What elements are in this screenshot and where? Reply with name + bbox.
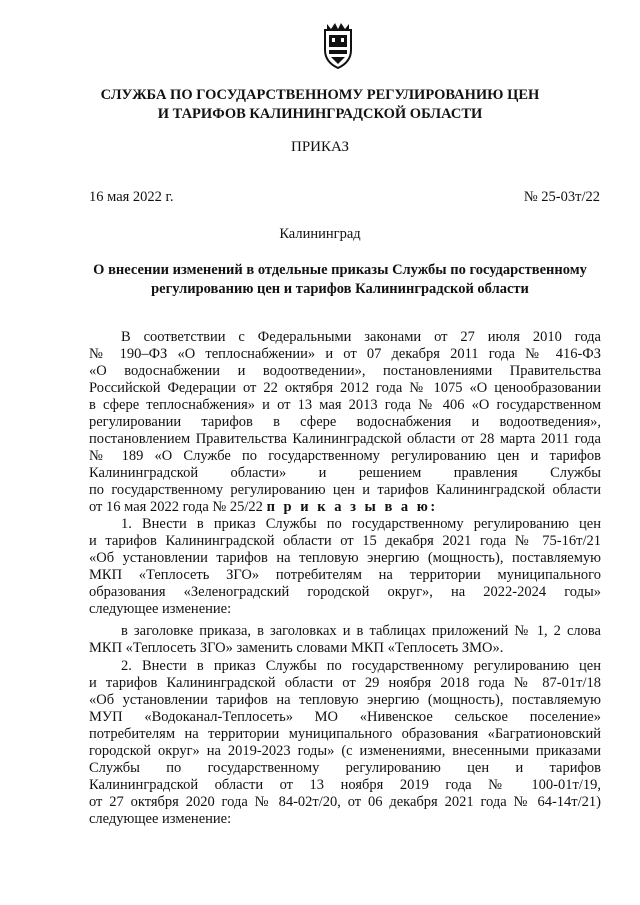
body-line: № 189 «О Службе по государственному регулированию цен и тарифов <box>89 448 601 464</box>
body-line: от 27 октября 2020 года № 84-02т/20, от 06 декабря 2021 года № 64-14т/21) <box>89 794 601 810</box>
document-date: 16 мая 2022 г. <box>89 189 174 205</box>
subject-line1: О внесении изменений в отдельные приказы Службы по государственному <box>93 262 587 278</box>
body-line: следующее изменение: <box>89 601 232 617</box>
body-line: Калининградской области» и решением правления Службы <box>89 465 601 481</box>
body-line: городской округ» на 2019-2023 годы» (с изменениями, внесенными приказами <box>89 743 601 759</box>
body-line: МКП «Теплосеть ЗГО» потребителям на территории муниципального <box>89 567 601 583</box>
body-line: Службы по государственному регулированию цен и тарифов <box>89 760 601 776</box>
body-line: в заголовке приказа, в заголовках и в таблицах приложений № 1, 2 слова <box>121 623 601 639</box>
coat-of-arms-emblem <box>319 20 357 70</box>
body-line: постановлением Правительства Калининградской области от 28 марта 2011 года <box>89 431 601 447</box>
body-line: по государственному регулированию цен и тарифов Калининградской области <box>89 482 601 498</box>
body-line: МУП «Водоканал-Теплосеть» МО «Нивенское сельское поселение» <box>89 709 601 725</box>
body-line: В соответствии с Федеральными законами от 27 июля 2010 года <box>121 329 601 345</box>
body-line-text: от 16 мая 2022 года № 25/22 <box>89 499 263 515</box>
agency-title-line2: И ТАРИФОВ КАЛИНИНГРАДСКОЙ ОБЛАСТИ <box>157 106 483 122</box>
document-number: № 25-03т/22 <box>523 189 600 205</box>
body-line: потребителям на территории муниципального образования «Багратионовский <box>89 726 601 742</box>
body-line: регулировании тарифов в сфере водоснабжения и водоотведения», <box>89 414 601 430</box>
body-line: 2. Внести в приказ Службы по государственному регулированию цен <box>121 658 601 674</box>
body-line: следующее изменение: <box>89 811 232 827</box>
agency-title-line1: СЛУЖБА ПО ГОСУДАРСТВЕННОМУ РЕГУЛИРОВАНИЮ ЦЕН <box>100 87 540 103</box>
body-line: и тарифов Калининградской области от 29 ноября 2018 года № 87-01т/18 <box>89 675 601 691</box>
body-line: 1. Внести в приказ Службы по государственному регулированию цен <box>121 516 601 532</box>
document-type: ПРИКАЗ <box>291 139 349 155</box>
body-line: «О водоснабжении и водоотведении», постановлениями Правительства <box>89 363 601 379</box>
body-line: «Об установлении тарифов на тепловую энергию (мощность), поставляемую <box>89 550 601 566</box>
body-line: № 190–ФЗ «О теплоснабжении» и от 07 декабря 2011 года № 416-ФЗ <box>89 346 601 362</box>
body-line: МКП «Теплосеть ЗГО» заменить словами МКП «Теплосеть ЗМО». <box>89 640 504 656</box>
body-line: Российской Федерации от 22 октября 2012 года № 1075 «О ценообразовании <box>89 380 601 396</box>
document-city: Калининград <box>279 226 361 242</box>
subject-line2: регулированию цен и тарифов Калининградской области <box>151 281 529 297</box>
body-line: образования «Зеленоградский городской округ», на 2022-2024 годы» <box>89 584 601 600</box>
body-line: и тарифов Калининградской области от 15 декабря 2021 года № 75-16т/21 <box>89 533 601 549</box>
body-line: «Об установлении тарифов на тепловую энергию (мощность), поставляемую <box>89 692 601 708</box>
body-line: в сфере теплоснабжения» и от 13 мая 2013 года № 406 «О государственном <box>89 397 601 413</box>
decree-word: п р и к а з ы в а ю: <box>266 499 438 515</box>
body-line-decree <box>89 499 601 516</box>
body-line: Калининградской области от 13 ноября 2019 года № 100-01т/19, <box>89 777 601 793</box>
